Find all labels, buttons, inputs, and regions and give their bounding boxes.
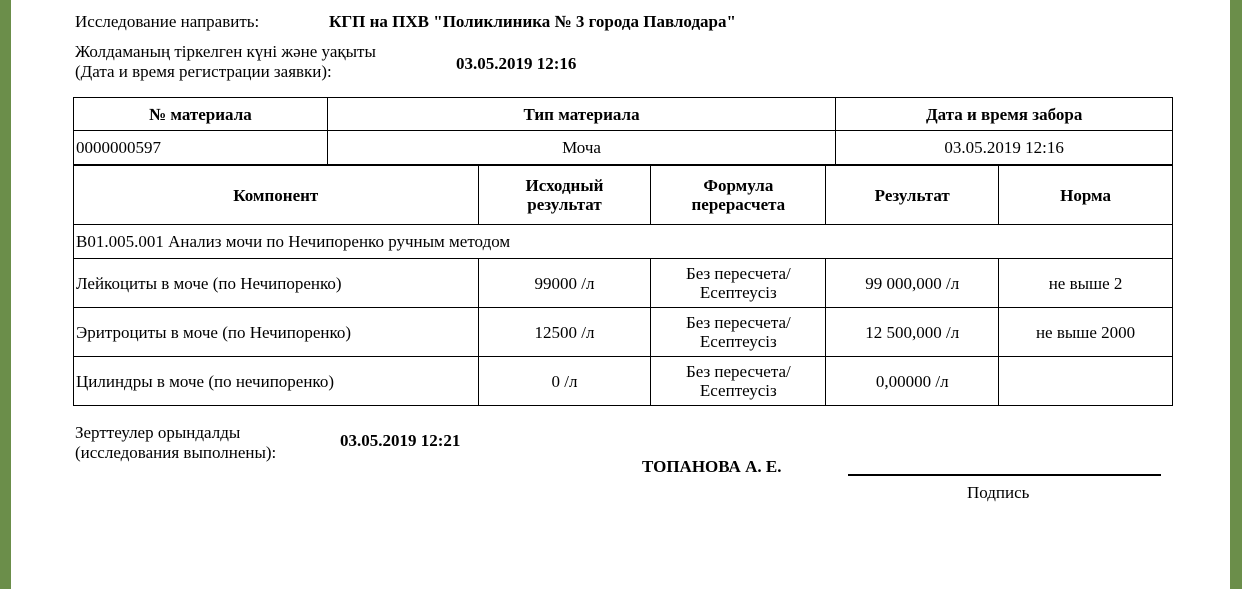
formula-header-line2: перерасчета xyxy=(691,195,786,214)
result-cell: 0,00000 /л xyxy=(826,357,999,406)
formula-line1: Без пересчета/ xyxy=(685,313,791,332)
result-header: Результат xyxy=(826,166,999,225)
norm-cell: не выше 2 xyxy=(999,259,1173,308)
raw-result-header-line2: результат xyxy=(527,195,602,214)
component-header: Компонент xyxy=(74,166,479,225)
material-header-row xyxy=(74,98,1173,131)
results-header-row xyxy=(74,166,1173,225)
registration-value: 03.05.2019 12:16 xyxy=(456,54,577,73)
formula-cell xyxy=(651,357,826,406)
group-title: B01.005.001 Анализ мочи по Нечипоренко ручным методом xyxy=(74,225,1173,259)
material-datetime-header: Дата и время забора xyxy=(836,98,1173,131)
table-row xyxy=(74,357,1173,406)
component-cell: Лейкоциты в моче (по Нечипоренко) xyxy=(74,259,479,308)
formula-cell xyxy=(651,259,826,308)
done-label-kz: Зерттеулер орындалды xyxy=(75,423,241,442)
norm-header: Норма xyxy=(999,166,1173,225)
material-number: 0000000597 xyxy=(74,131,328,165)
norm-cell xyxy=(999,357,1173,406)
signer-name: ТОПАНОВА А. Е. xyxy=(642,457,782,476)
table-row xyxy=(74,259,1173,308)
formula-line2: Есептеусіз xyxy=(699,283,777,302)
done-label-ru: (исследования выполнены): xyxy=(75,443,277,462)
raw-result-header xyxy=(478,166,651,225)
direct-label: Исследование направить: xyxy=(75,12,260,31)
result-cell: 99 000,000 /л xyxy=(826,259,999,308)
material-type-header: Тип материала xyxy=(327,98,835,131)
raw-result-cell: 12500 /л xyxy=(478,308,651,357)
formula-cell xyxy=(651,308,826,357)
signature-caption: Подпись xyxy=(967,483,1030,502)
raw-result-cell: 99000 /л xyxy=(478,259,651,308)
group-row xyxy=(74,225,1173,259)
material-datetime: 03.05.2019 12:16 xyxy=(836,131,1173,165)
formula-line2: Есептеусіз xyxy=(699,332,777,351)
formula-header-line1: Формула xyxy=(703,176,774,195)
document-page xyxy=(11,0,1230,589)
table-row xyxy=(74,308,1173,357)
formula-line1: Без пересчета/ xyxy=(685,264,791,283)
raw-result-header-line1: Исходный xyxy=(525,176,604,195)
results-table xyxy=(73,165,1173,406)
material-table xyxy=(73,97,1173,165)
formula-line1: Без пересчета/ xyxy=(685,362,791,381)
direct-value: КГП на ПХВ "Поликлиника № 3 города Павлодара" xyxy=(329,12,736,31)
raw-result-cell: 0 /л xyxy=(478,357,651,406)
result-cell: 12 500,000 /л xyxy=(826,308,999,357)
material-type: Моча xyxy=(327,131,835,165)
formula-line2: Есептеусіз xyxy=(699,381,777,400)
material-data-row xyxy=(74,131,1173,165)
signature-line xyxy=(848,474,1161,476)
formula-header xyxy=(651,166,826,225)
registration-label-ru: (Дата и время регистрации заявки): xyxy=(75,62,332,81)
material-number-header: № материала xyxy=(74,98,328,131)
done-value: 03.05.2019 12:21 xyxy=(340,431,461,450)
registration-label-kz: Жолдаманың тіркелген күні және уақыты xyxy=(75,42,376,61)
component-cell: Эритроциты в моче (по Нечипоренко) xyxy=(74,308,479,357)
norm-cell: не выше 2000 xyxy=(999,308,1173,357)
component-cell: Цилиндры в моче (по нечипоренко) xyxy=(74,357,479,406)
